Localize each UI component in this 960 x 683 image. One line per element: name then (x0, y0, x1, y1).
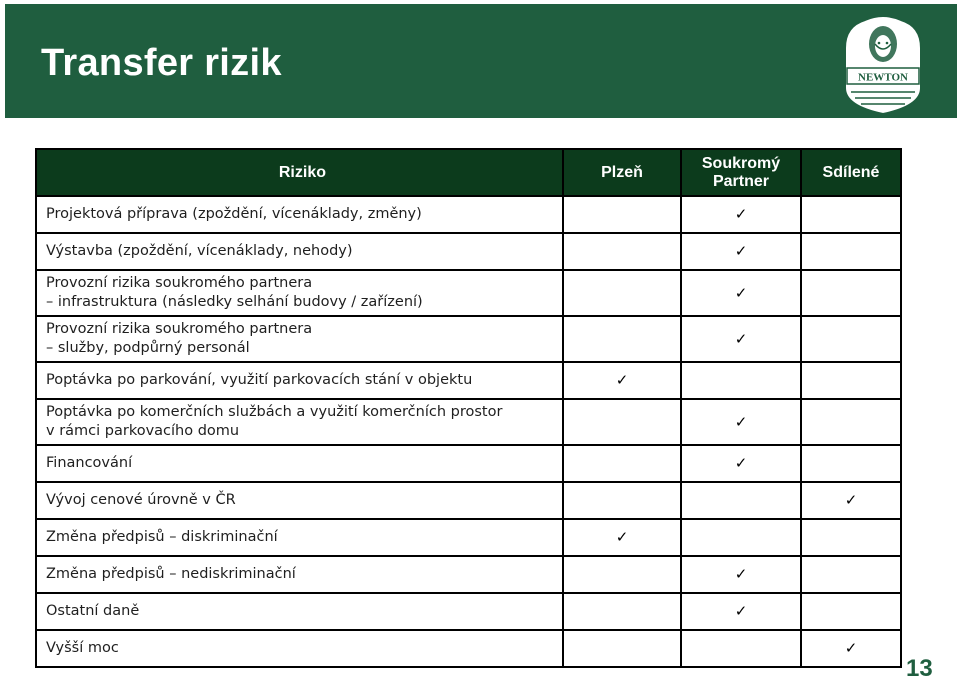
title-bar (5, 4, 957, 118)
risk-text-line: Vývoj cenové úrovně v ČR (46, 492, 236, 508)
cell-plzen (563, 362, 681, 399)
page-number: 13 (906, 655, 933, 682)
cell-soukromy-partner (681, 270, 801, 316)
risk-description (36, 630, 563, 667)
risk-text-line: Vyšší moc (46, 640, 119, 656)
risk-text-line: Výstavba (zpoždění, vícenáklady, nehody) (46, 243, 353, 259)
cell-sdilene (801, 519, 901, 556)
risk-text-line: Poptávka po komerčních službách a využití komerčních prostor (46, 404, 503, 420)
risk-text-line: v rámci parkovacího domu (46, 423, 240, 439)
cell-sdilene (801, 593, 901, 630)
checkmark-icon: ✓ (615, 528, 629, 546)
cell-soukromy-partner (681, 196, 801, 233)
checkmark-icon: ✓ (734, 329, 748, 348)
checkmark-icon: ✓ (615, 371, 629, 389)
cell-sdilene (801, 362, 901, 399)
header-riziko: Riziko (36, 149, 563, 196)
checkmark-icon: ✓ (844, 639, 858, 657)
cell-plzen (563, 399, 681, 445)
risk-description (36, 362, 563, 399)
risk-text-line: Provozní rizika soukromého partnera (46, 321, 313, 337)
slide-title: Transfer rizik (41, 42, 282, 84)
cell-plzen (563, 233, 681, 270)
table-row (36, 593, 901, 630)
cell-soukromy-partner (681, 445, 801, 482)
table-row (36, 482, 901, 519)
checkmark-icon: ✓ (844, 491, 858, 509)
cell-soukromy-partner (681, 630, 801, 667)
cell-plzen (563, 270, 681, 316)
cell-sdilene (801, 482, 901, 519)
checkmark-icon: ✓ (734, 412, 748, 431)
risk-text-line: Financování (46, 455, 133, 471)
cell-sdilene (801, 233, 901, 270)
table-row (36, 556, 901, 593)
risk-text-line: Změna předpisů – nediskriminační (46, 566, 296, 582)
checkmark-icon: ✓ (734, 242, 748, 260)
cell-plzen (563, 593, 681, 630)
cell-sdilene (801, 556, 901, 593)
cell-plzen (563, 316, 681, 362)
cell-plzen (563, 630, 681, 667)
cell-plzen (563, 482, 681, 519)
checkmark-icon: ✓ (734, 454, 748, 472)
table-row (36, 316, 901, 362)
risk-description (36, 556, 563, 593)
logo-text: NEWTON (858, 71, 908, 84)
risk-description (36, 482, 563, 519)
cell-soukromy-partner (681, 519, 801, 556)
checkmark-icon: ✓ (734, 205, 748, 223)
checkmark-icon: ✓ (734, 565, 748, 583)
risk-text-line: – služby, podpůrný personál (46, 340, 250, 356)
risk-description (36, 519, 563, 556)
cell-soukromy-partner (681, 362, 801, 399)
table-header-row (36, 149, 901, 196)
cell-plzen (563, 196, 681, 233)
risk-description (36, 316, 563, 362)
cell-plzen (563, 556, 681, 593)
cell-soukromy-partner (681, 556, 801, 593)
checkmark-icon: ✓ (734, 283, 748, 302)
cell-soukromy-partner (681, 316, 801, 362)
risk-text-line: Ostatní daně (46, 603, 140, 619)
table-row (36, 519, 901, 556)
table-row (36, 270, 901, 316)
cell-sdilene (801, 270, 901, 316)
risk-text-line: Poptávka po parkování, využití parkovacích stání v objektu (46, 372, 473, 388)
header-plzen: Plzeň (563, 149, 681, 196)
table-body (36, 196, 901, 667)
table-row (36, 445, 901, 482)
cell-sdilene (801, 399, 901, 445)
table-row (36, 630, 901, 667)
risk-description (36, 233, 563, 270)
risk-text-line: Změna předpisů – diskriminační (46, 529, 278, 545)
risk-description (36, 399, 563, 445)
risk-description (36, 593, 563, 630)
risk-description (36, 445, 563, 482)
header-soukromy-partner: Soukromý Partner (681, 149, 801, 196)
risk-transfer-table (35, 148, 902, 668)
cell-soukromy-partner (681, 593, 801, 630)
table-row (36, 399, 901, 445)
cell-plzen (563, 445, 681, 482)
cell-sdilene (801, 445, 901, 482)
cell-soukromy-partner (681, 233, 801, 270)
risk-text-line: – infrastruktura (následky selhání budovy / zařízení) (46, 294, 423, 310)
risk-description (36, 196, 563, 233)
cell-sdilene (801, 316, 901, 362)
header-sdilene: Sdílené (801, 149, 901, 196)
cell-soukromy-partner (681, 482, 801, 519)
table-row (36, 233, 901, 270)
cell-soukromy-partner (681, 399, 801, 445)
checkmark-icon: ✓ (734, 602, 748, 620)
risk-text-line: Provozní rizika soukromého partnera (46, 275, 313, 291)
table-row (36, 362, 901, 399)
table-row (36, 196, 901, 233)
risk-text-line: Projektová příprava (zpoždění, vícenáklady, změny) (46, 206, 422, 222)
risk-description (36, 270, 563, 316)
cell-sdilene (801, 196, 901, 233)
cell-sdilene (801, 630, 901, 667)
newton-crest-logo-icon (837, 10, 929, 116)
cell-plzen (563, 519, 681, 556)
